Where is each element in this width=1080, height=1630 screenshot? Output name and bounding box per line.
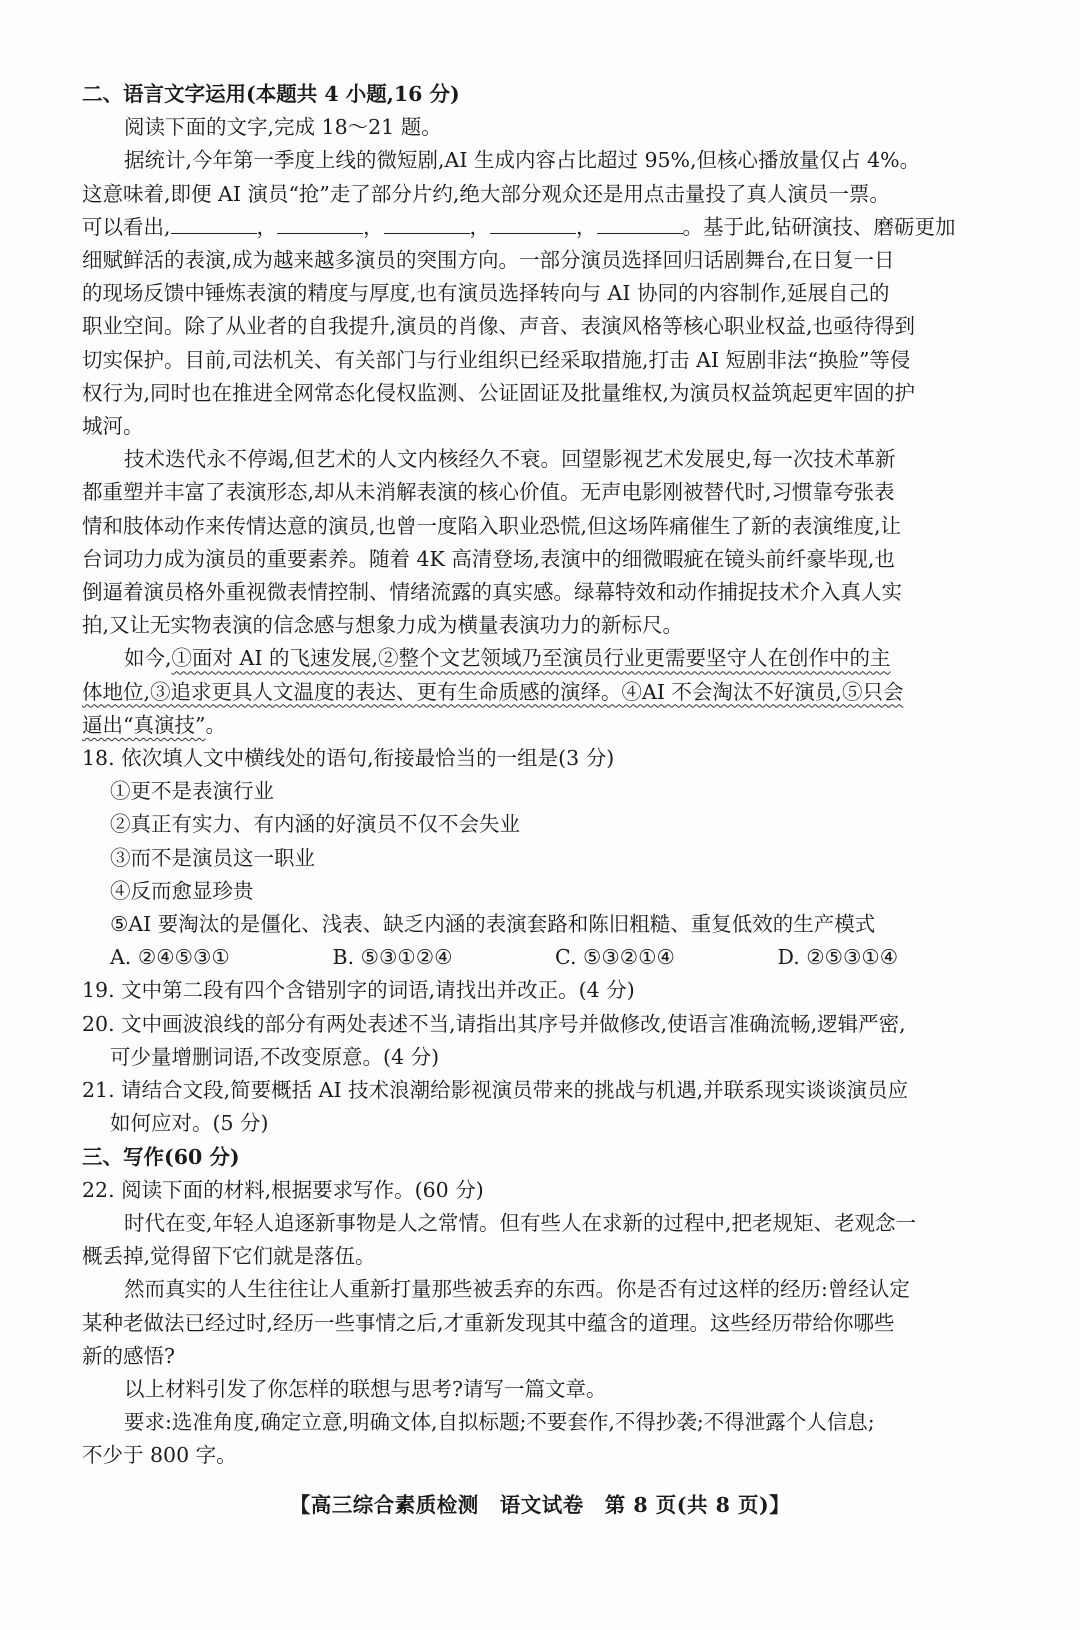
question-20: 20. 文中画波浪线的部分有两处表述不当,请指出其序号并做修改,使语言准确流畅,逻辑严密, 可少量增删词语,不改变原意。(4 分) (82, 1011, 906, 1069)
passage-paragraph-1: 据统计,今年第一季度上线的微短剧,AI 生成内容占比超过 95%,但核心播放量仅占 4%。 这意味着,即便 AI 演员“抢”走了部分片约,绝大部分观众还是用点击量投了真人演员一票。 可以看出, ， ， ， ， 。基于此,钻研演技、磨砺更加 细赋鲜活的表演,成为越来越多演员的突围方向。一部分演员选择回归话剧舞台,在日复一日 的现场反馈中锤炼表演的精度与厚度,也有演员选择转向与 AI 协同的内容制作,延展自己的 职业空间。除了从业者的自我提升,演员的肖像、声音、表演风格等核心职业权益,也亟待得到 切实保护。目前,司法机关、有关部门与行业组织已经采取措施,打击 AI 短剧非法“换脸”等侵 权行为,同时也在推进全网常态化侵权监测、公证固证及批量维权,为演员权益筑起更牢固的护 城河。 (82, 144, 1000, 443)
passage-paragraph-3: 如今,①面对 AI 的飞速发展,②整个文艺领域乃至演员行业更需要坚守人在创作中的主 体地位,③追求更具人文温度的表达、更有生命质感的演绎。④AI 不会淘汰不好演员,⑤只会 逼出“真演技”。 (82, 646, 904, 737)
passage-paragraph-2: 技术迭代永不停竭,但艺术的人文内核经久不衰。回望影视艺术发展史,每一次技术革新 都重塑并丰富了表演形态,却从未消解表演的核心价值。无声电影刚被替代时,习惯靠夸张表 情和肢体动作来传情达意的演员,也曾一度陷入职业恐慌,但这场阵痛催生了新的表演维度,让 台词功力成为演员的重要素养。随着 4K 高清登场,表演中的细微暇疵在镜头前纤豪毕现,也 倒逼着演员格外重视微表情控制、情绪流露的真实感。绿幕特效和动作捕捉技术介入真人实 拍,又让无实物表演的信念感与想象力成为横量表演功力的新标尺。 (82, 447, 902, 638)
sentence-option: ②真正有实力、有内涵的好演员不仅不会失业 (110, 812, 520, 837)
answer-blank-1 (171, 215, 257, 234)
answer-choices (82, 941, 1000, 974)
choice-b: B. ⑤③①②④ (332, 945, 453, 970)
answer-blank-3 (384, 215, 470, 234)
sentence-option: ③而不是演员这一职业 (110, 845, 315, 870)
sentence-option: ④反而愈显珍贵 (110, 878, 254, 903)
choice-a: A. ②④⑤③① (110, 945, 230, 970)
question-22: 22. 阅读下面的材料,根据要求写作。(60 分) (82, 1177, 484, 1202)
sentence-option: ①更不是表演行业 (110, 779, 274, 804)
sentence-option: ⑤AI 要淘汰的是僵化、浅表、缺乏内涵的表演套路和陈旧粗糙、重复低效的生产模式 (110, 912, 876, 937)
wavy-underlined-text: ①面对 AI 的飞速发展,②整个文艺领域乃至演员行业更需要坚守人在创作中的主 (171, 646, 891, 671)
question-21: 21. 请结合文段,简要概括 AI 技术浪潮给影视演员带来的挑战与机遇,并联系现实谈谈演员应 如何应对。(5 分) (82, 1078, 909, 1136)
section-heading: 二、语言文字运用(本题共 4 小题,16 分) (82, 82, 460, 106)
fill-blank-line: 可以看出, ， ， ， ， 。基于此,钻研演技、磨砺更加 (82, 214, 956, 239)
writing-material: 时代在变,年轻人追逐新事物是人之常情。但有些人在求新的过程中,把老规矩、老观念一 概丢掉,觉得留下它们就是落伍。 然而真实的人生往往让人重新打量那些被丢弃的东西。你是否有过这样的经历:曾经认定 某种老做法已经过时,经历一些事情之后,才重新发现其中蕴含的道理。这些经历带给你哪些 新的感悟? 以上材料引发了你怎样的联想与思考?请写一篇文章。 要求:选准角度,确定立意,明确文体,自拟标题;不要套作,不得抄袭;不得泄露个人信息; 不少于 800 字。 (82, 1207, 1000, 1473)
answer-blank-2 (277, 215, 363, 234)
question-18 (82, 742, 1000, 974)
question-stem: 18. 依次填人文中横线处的语句,衔接最恰当的一组是(3 分) (82, 746, 615, 771)
wavy-underlined-text: 逼出“真演技” (82, 712, 206, 737)
wavy-underlined-text: 体地位,③追求更具人文温度的表达、更有生命质感的演绎。④AI 不会淘汰不好演员,⑤只会 (82, 679, 904, 704)
writing-prompt: 以上材料引发了你怎样的联想与思考?请写一篇文章。 (124, 1376, 607, 1401)
section-heading: 三、写作(60 分) (82, 1144, 240, 1169)
choice-c: C. ⑤③②①④ (555, 945, 675, 970)
reading-instruction: 阅读下面的文字,完成 18～21 题。 (124, 115, 442, 140)
question-19: 19. 文中第二段有四个含错别字的词语,请找出并改正。(4 分) (82, 978, 635, 1003)
page-footer: 【高三综合素质检测 语文试卷 第 8 页(共 8 页)】 (289, 1493, 791, 1517)
answer-blank-4 (490, 215, 576, 234)
answer-blank-5 (597, 215, 683, 234)
choice-d: D. ②⑤③①④ (777, 945, 899, 970)
writing-requirements: 要求:选准角度,确定立意,明确文体,自拟标题;不要套作,不得抄袭;不得泄露个人信息; (124, 1410, 875, 1435)
